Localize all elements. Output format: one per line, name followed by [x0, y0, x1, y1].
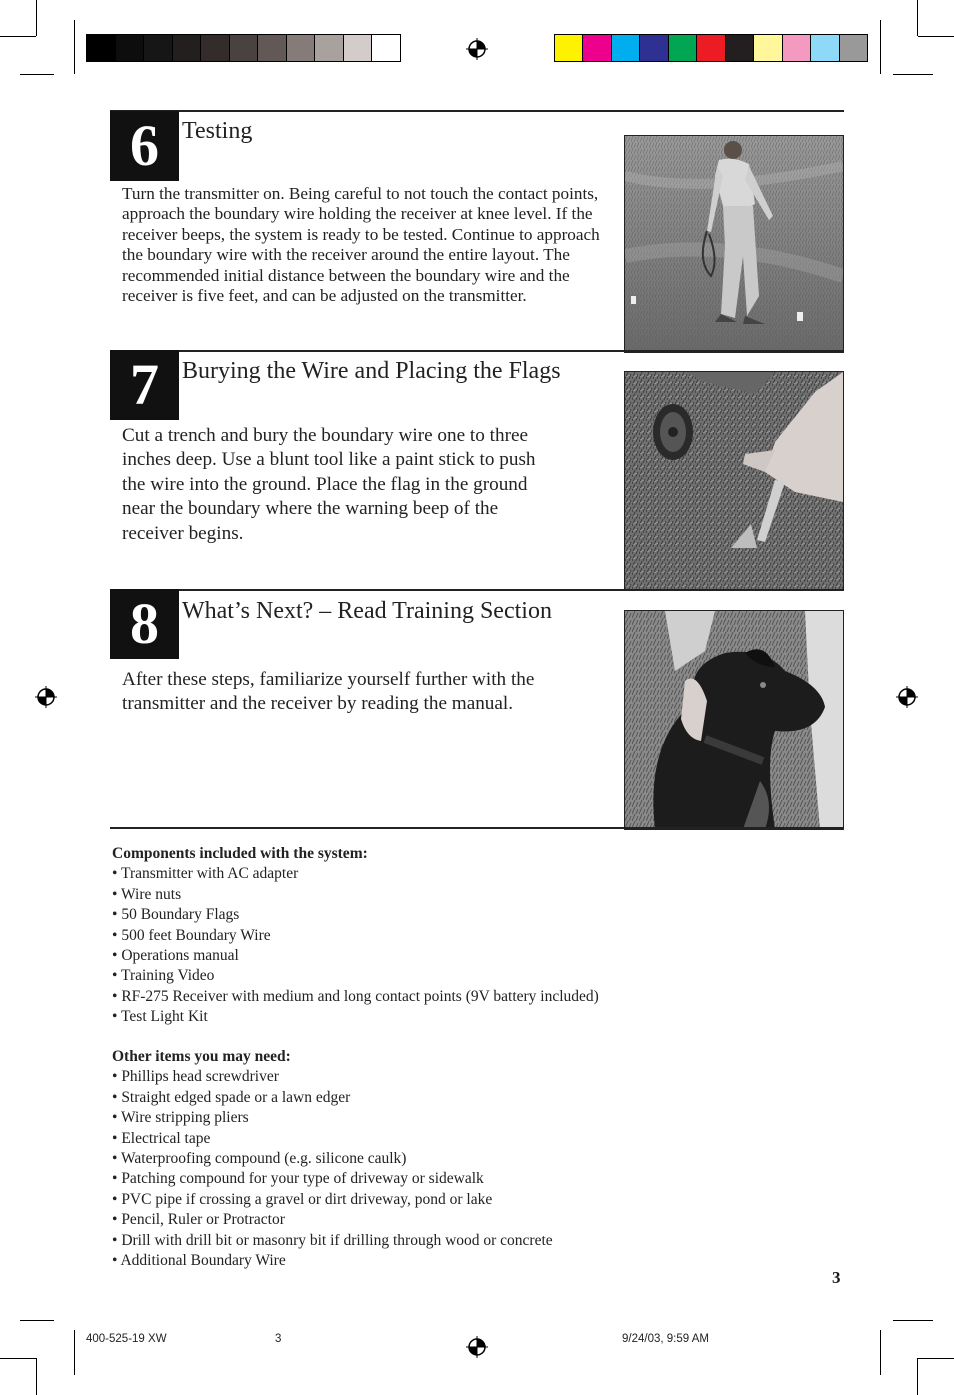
crop-mark — [36, 1358, 37, 1395]
crop-mark — [20, 74, 54, 75]
list-item: • Additional Boundary Wire — [112, 1251, 553, 1271]
list-item: • Operations manual — [112, 946, 599, 966]
crop-mark — [893, 1320, 933, 1321]
color-swatch — [783, 35, 811, 61]
crop-mark — [0, 1358, 36, 1359]
photo-placing-flag — [624, 371, 844, 590]
list-item: • Drill with drill bit or masonry bit if drilling through wood or concrete — [112, 1231, 553, 1251]
color-swatch — [201, 35, 230, 61]
step-number-6: 6 — [110, 111, 179, 181]
list-item: • 500 feet Boundary Wire — [112, 926, 599, 946]
crop-mark — [74, 1330, 75, 1375]
crop-mark — [918, 36, 954, 37]
section-body-burying-wire: Cut a trench and bury the boundary wire one to three inches deep. Use a blunt tool like a paint stick to push the wire into the ground. Place the flag in the ground near the boundary where the warning beep of the receiver begins. — [122, 425, 536, 544]
color-swatch — [116, 35, 145, 61]
crop-mark — [917, 0, 918, 36]
list-item: • Pencil, Ruler or Protractor — [112, 1210, 553, 1230]
slug-date: 9/24/03, 9:59 AM — [622, 1333, 709, 1345]
step-number-7: 7 — [110, 350, 179, 420]
section-rule — [110, 350, 844, 352]
list-item: • Phillips head screwdriver — [112, 1067, 553, 1087]
list-item: • Wire nuts — [112, 885, 599, 905]
other-items — [112, 1067, 553, 1271]
color-swatch — [287, 35, 316, 61]
color-swatch — [144, 35, 173, 61]
other-items-heading: Other items you may need: — [112, 1048, 291, 1065]
step-number-8: 8 — [110, 589, 179, 659]
crop-mark — [20, 1320, 54, 1321]
color-swatch — [87, 35, 116, 61]
registration-target-icon — [466, 38, 488, 60]
section-body-testing: Turn the transmitter on. Being careful to not touch the contact points, approach the boundary wire holding the receiver at knee level. If the receiver beeps, the system is ready to be tested. Continue to approach the boundary wire with the receiver around the entire layout. The recommended initial distance between the boundary wire and the receiver is five feet, and can be adjusted on the transmitter. — [122, 184, 600, 306]
color-swatch — [344, 35, 373, 61]
color-swatch — [230, 35, 259, 61]
slug-page: 3 — [275, 1333, 282, 1345]
gray-calibration-bar — [86, 34, 401, 62]
list-item: • Waterproofing compound (e.g. silicone caulk) — [112, 1149, 553, 1169]
list-item: • PVC pipe if crossing a gravel or dirt driveway, pond or lake — [112, 1190, 553, 1210]
list-item: • Test Light Kit — [112, 1007, 599, 1027]
color-swatch — [811, 35, 839, 61]
color-swatch — [697, 35, 725, 61]
section-rule — [110, 589, 844, 591]
color-swatch — [726, 35, 754, 61]
crop-mark — [36, 0, 37, 36]
color-swatch — [258, 35, 287, 61]
list-item: • Training Video — [112, 966, 599, 986]
photo-man-testing-receiver — [624, 135, 844, 353]
section-title-burying-wire: Burying the Wire and Placing the Flags — [182, 358, 561, 384]
color-swatch — [583, 35, 611, 61]
color-swatch — [669, 35, 697, 61]
crop-mark — [918, 1358, 954, 1359]
color-swatch — [315, 35, 344, 61]
slug-file: 400-525-19 XW — [86, 1333, 167, 1345]
list-item: • Transmitter with AC adapter — [112, 864, 599, 884]
section-rule — [110, 827, 844, 829]
components-heading: Components included with the system: — [112, 845, 368, 862]
list-item: • RF-275 Receiver with medium and long contact points (9V battery included) — [112, 987, 599, 1007]
color-swatch — [372, 35, 400, 61]
crop-mark — [917, 1358, 918, 1395]
section-title-testing: Testing — [182, 118, 253, 144]
crop-mark — [880, 1330, 881, 1375]
list-item: • Straight edged spade or a lawn edger — [112, 1088, 553, 1108]
list-item: • Electrical tape — [112, 1129, 553, 1149]
color-swatch — [555, 35, 583, 61]
other-items-list — [112, 1047, 553, 1271]
photo-dog-with-collar — [624, 610, 844, 830]
color-calibration-bar — [554, 34, 868, 62]
color-swatch — [754, 35, 782, 61]
registration-target-icon — [466, 1336, 488, 1358]
crop-mark — [0, 36, 36, 37]
color-swatch — [840, 35, 867, 61]
section-title-whats-next: What’s Next? – Read Training Section — [182, 598, 552, 624]
crop-mark — [74, 20, 75, 74]
page-number: 3 — [832, 1268, 841, 1287]
color-swatch — [173, 35, 202, 61]
color-swatch — [640, 35, 668, 61]
components-list — [112, 844, 599, 1028]
list-item: • Patching compound for your type of driveway or sidewalk — [112, 1169, 553, 1189]
crop-mark — [893, 74, 933, 75]
registration-target-icon — [35, 686, 57, 708]
section-body-whats-next: After these steps, familiarize yourself further with the transmitter and the receiver by reading the manual. — [122, 669, 535, 715]
section-rule — [110, 110, 844, 112]
color-swatch — [612, 35, 640, 61]
list-item: • Wire stripping pliers — [112, 1108, 553, 1128]
components-items — [112, 864, 599, 1027]
list-item: • 50 Boundary Flags — [112, 905, 599, 925]
crop-mark — [880, 20, 881, 74]
registration-target-icon — [896, 686, 918, 708]
